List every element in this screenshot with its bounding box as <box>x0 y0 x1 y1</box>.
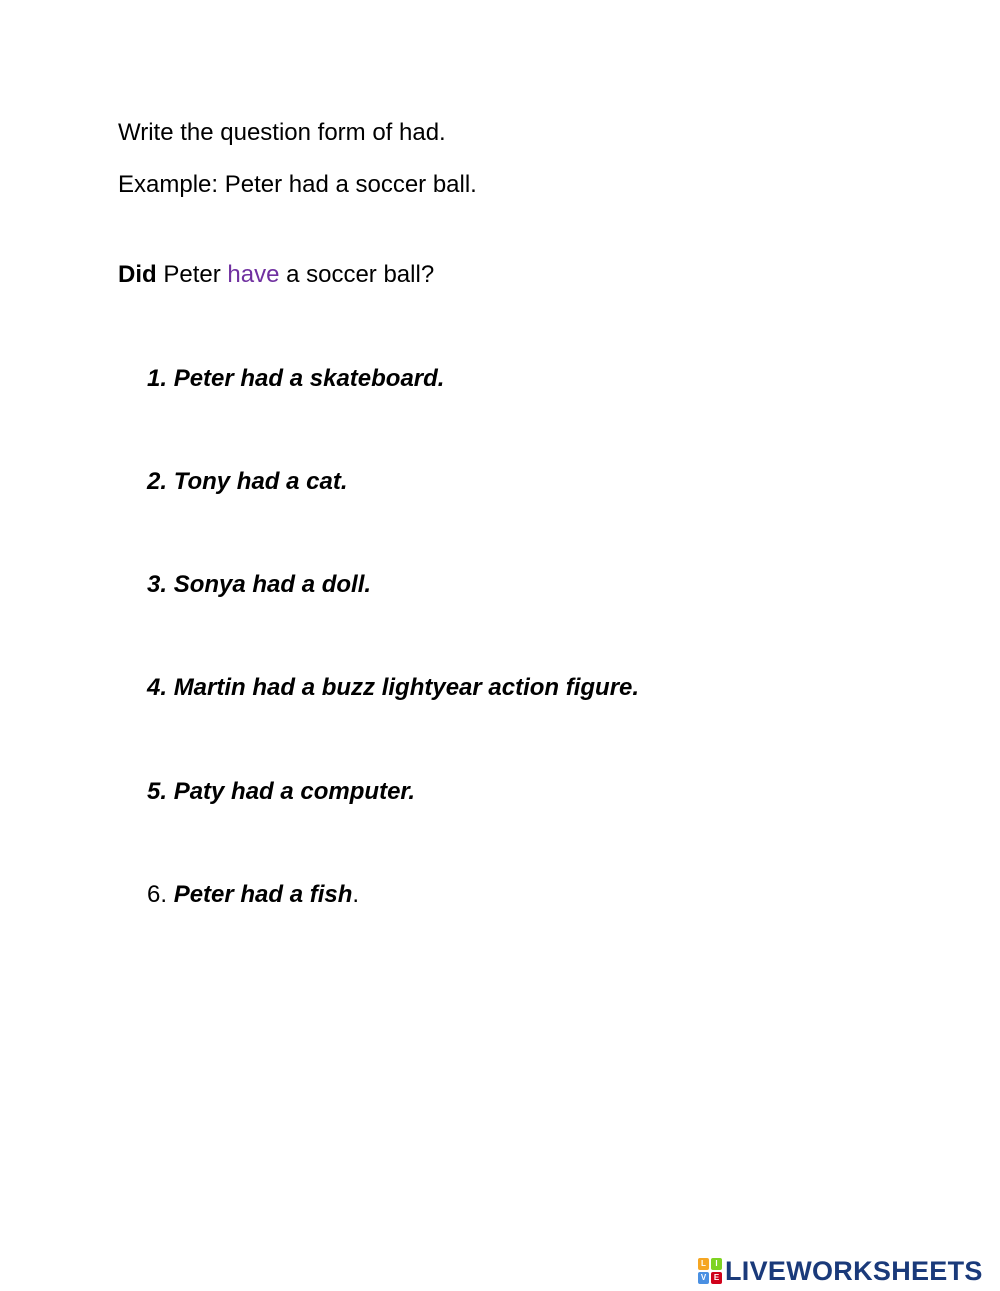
exercise-item-4 <box>147 673 639 703</box>
logo-mark-letter: E <box>711 1272 722 1284</box>
item-sentence: Martin had a buzz lightyear action figure. <box>173 674 640 701</box>
exercise-item-6 <box>147 880 359 910</box>
logo-mark-letter: I <box>711 1258 722 1270</box>
item-sentence: Sonya had a doll. <box>173 571 372 598</box>
logo-text: LIVEWORKSHEETS <box>725 1255 983 1286</box>
item-number: 6. <box>147 881 168 908</box>
exercise-item-5 <box>147 777 415 807</box>
item-number: 3. <box>147 571 168 598</box>
item-number: 2. <box>147 468 168 495</box>
item-end: . <box>352 881 360 908</box>
instruction-text: Write the question form of had. <box>118 119 446 146</box>
did-word: Did <box>118 261 157 288</box>
exercise-item-1 <box>147 364 444 394</box>
have-word: have <box>227 261 280 288</box>
exercise-item-3 <box>147 570 371 600</box>
item-sentence: Peter had a fish <box>173 881 353 908</box>
model-answer <box>118 260 434 290</box>
liveworksheets-logo <box>698 1254 983 1288</box>
item-sentence: Paty had a computer. <box>173 778 416 805</box>
logo-mark-icon <box>698 1258 722 1284</box>
logo-mark-letter: V <box>698 1272 709 1284</box>
item-sentence: Peter had a skateboard. <box>173 365 445 392</box>
model-answer-part1: Peter <box>156 261 228 288</box>
exercise-item-2 <box>147 467 348 497</box>
logo-mark-letter: L <box>698 1258 709 1270</box>
item-sentence: Tony had a cat. <box>173 468 348 495</box>
item-number: 4. <box>147 674 168 701</box>
item-number: 5. <box>147 778 168 805</box>
item-number: 1. <box>147 365 168 392</box>
example-text: Example: Peter had a soccer ball. <box>118 171 477 198</box>
model-answer-part2: a soccer ball? <box>279 261 435 288</box>
